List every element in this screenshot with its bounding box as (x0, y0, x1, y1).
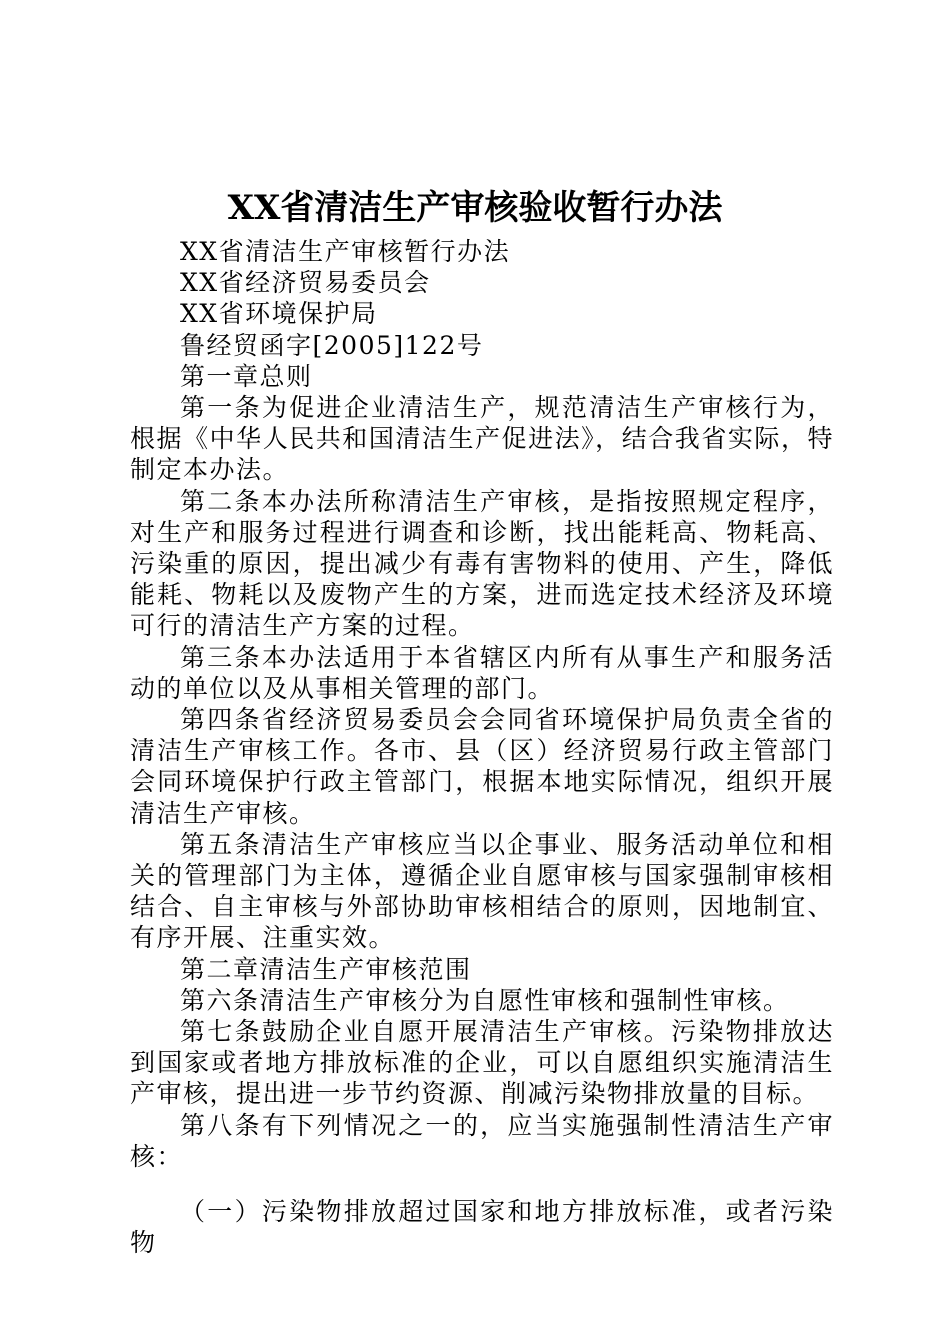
article-paragraph: 第二条本办法所称清洁生产审核，是指按照规定程序，对生产和服务过程进行调查和诊断，找出能耗高、物耗高、污染重的原因，提出减少有毒有害物料的使用、产生，降低能耗、物耗以及废物产生的方案，进而选定技术经济及环境可行的清洁生产方案的过程。 (130, 486, 834, 641)
paragraph-issuer-bureau: XX省环境保护局 (180, 299, 378, 329)
paragraph-issuer-commission: XX省经济贸易委员会 (180, 268, 431, 298)
paragraph-subtitle: XX省清洁生产审核暂行办法 (180, 237, 511, 266)
article-paragraph: 第七条鼓励企业自愿开展清洁生产审核。污染物排放达到国家或者地方排放标准的企业，可以自愿组织实施清洁生产审核，提出进一步节约资源、削减污染物排放量的目标。 (130, 1017, 834, 1109)
article-paragraph: 第六条清洁生产审核分为自愿性审核和强制性审核。 (180, 985, 790, 1015)
document-body (130, 236, 834, 1259)
article-paragraph: 第三条本办法适用于本省辖区内所有从事生产和服务活动的单位以及从事相关管理的部门。 (130, 642, 834, 703)
article-paragraph: 第五条清洁生产审核应当以企事业、服务活动单位和相关的管理部门为主体，遵循企业自愿审核与国家强制审核相结合、自主审核与外部协助审核相结合的原则，因地制宜、有序开展、注重实效。 (130, 829, 834, 953)
article-paragraph: 第四条省经济贸易委员会会同省环境保护局负责全省的清洁生产审核工作。各市、县（区）经济贸易行政主管部门会同环境保护行政主管部门，根据本地实际情况，组织开展清洁生产审核。 (130, 705, 834, 828)
paragraph-document-number: 鲁经贸函字[2005]122号 (180, 330, 484, 360)
chapter-heading: 第一章总则 (180, 361, 313, 391)
article-paragraph: 第八条有下列情况之一的，应当实施强制性清洁生产审核： (130, 1110, 834, 1171)
list-item: （一）污染物排放超过国家和地方排放标准，或者污染物 (130, 1197, 834, 1258)
article-paragraph: 第一条为促进企业清洁生产，规范清洁生产审核行为，根据《中华人民共和国清洁生产促进法》，结合我省实际，特制定本办法。 (130, 393, 834, 485)
document-title: XX省清洁生产审核验收暂行办法 (227, 188, 723, 228)
chapter-heading: 第二章清洁生产审核范围 (180, 954, 472, 984)
